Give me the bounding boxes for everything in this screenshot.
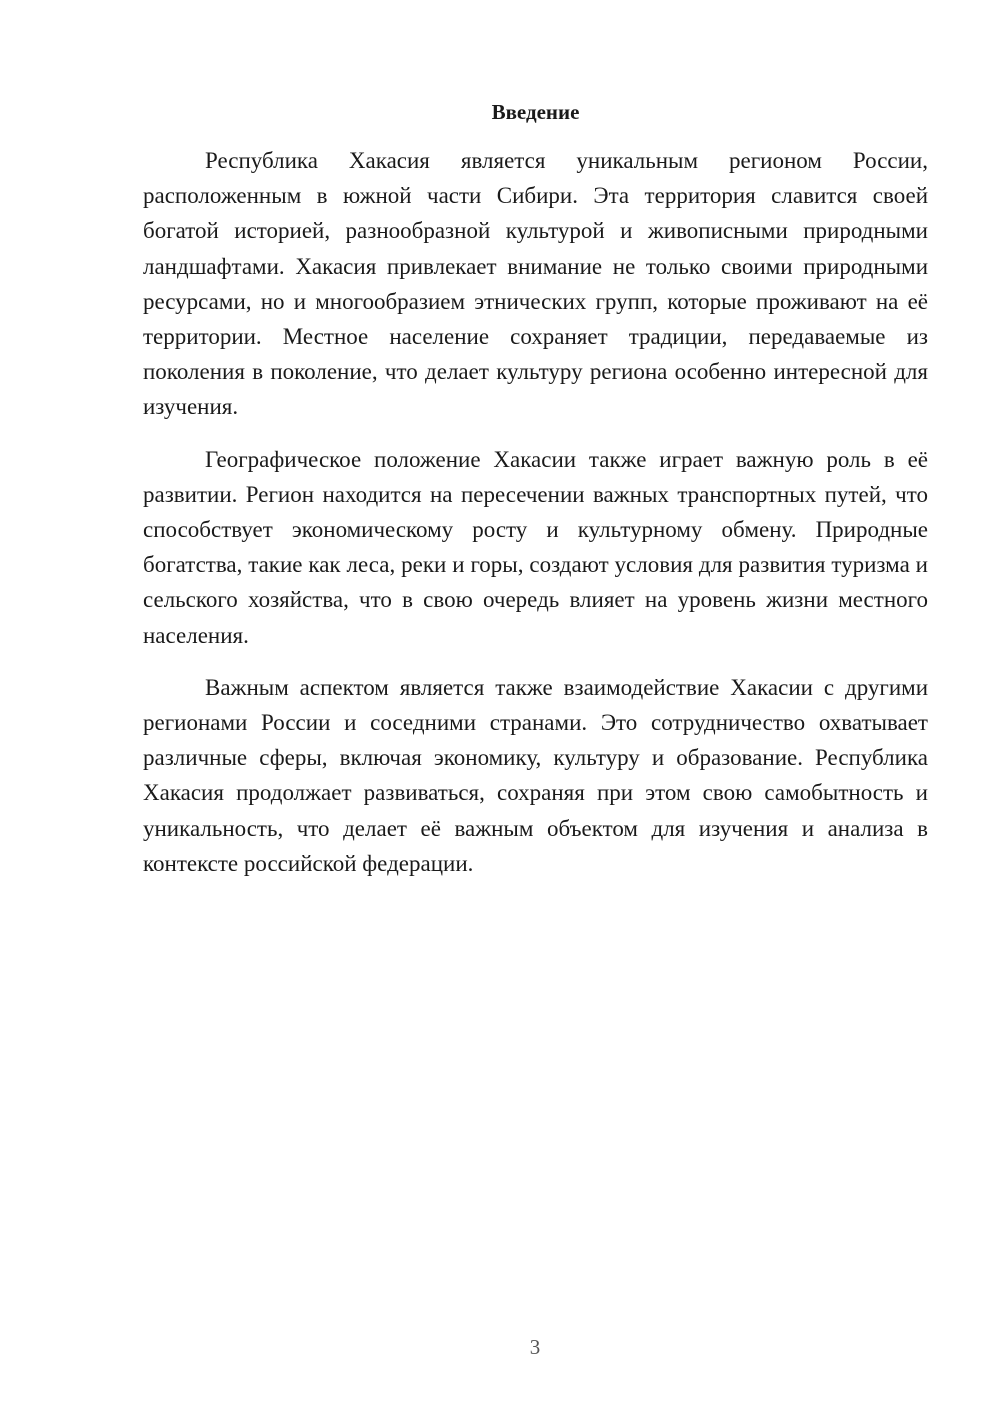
page-number: 3 [529, 1335, 541, 1359]
paragraph-2: Географическое положение Хакасии также играет важную роль в её развитии. Регион находится на пересечении важных транспортных путей, что способствует экономическому росту и культурному обмену. Природные богатства, такие как леса, реки и горы, создают условия для развития туризма и сельского хозяйства, что в свою очередь влияет на уровень жизни местного населения. [143, 446, 928, 648]
paragraph-3: Важным аспектом является также взаимодействие Хакасии с другими регионами России и соседними странами. Это сотрудничество охватывает различные сферы, включая экономику, культуру и образование. Республика Хакасия продолжает развиваться, сохраняя при этом свою самобытность и уникальность, что делает её важным объектом для изучения и анализа в контексте российской федерации. [143, 674, 928, 876]
section-title: Введение [491, 100, 580, 124]
body-text [143, 143, 928, 898]
paragraph-1: Республика Хакасия является уникальным регионом России, расположенным в южной части Сибири. Эта территория славится своей богатой историей, разнообразной культурой и живописными природными ландшафтами. Хакасия привлекает внимание не только своими природными ресурсами, но и многообразием этнических групп, которые проживают на её территории. Местное население сохраняет традиции, передаваемые из поколения в поколение, что делает культуру региона особенно интересной для изучения. [143, 148, 928, 420]
